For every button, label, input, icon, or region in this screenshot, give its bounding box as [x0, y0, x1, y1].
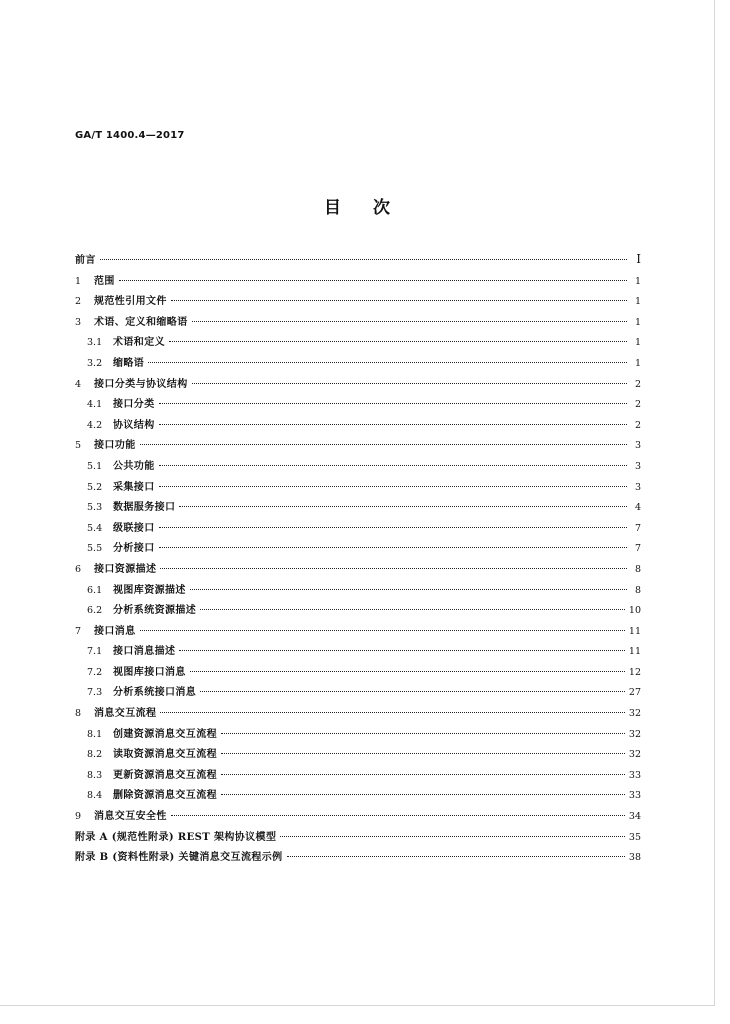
toc-entry-number: 3 [75, 316, 82, 328]
toc-entry-page: 1 [634, 275, 641, 287]
toc-entry-label: 接口消息 [94, 625, 136, 637]
toc-entry-page: 7 [634, 543, 641, 555]
toc-entry-label: 接口分类 [113, 399, 155, 411]
toc-entry[interactable] [75, 292, 641, 313]
toc-entry-page: 8 [634, 563, 641, 575]
toc-entry-page: 1 [634, 316, 641, 328]
toc-entry-number: 5.4 [87, 522, 103, 534]
toc-entry-label: 读取资源消息交互流程 [113, 749, 217, 761]
toc-entry-page: 1 [634, 337, 641, 349]
toc-entry-page: 33 [628, 769, 641, 781]
toc-entry-page: 7 [634, 522, 641, 534]
dot-leader [140, 630, 625, 631]
toc-entry-label: 规范性引用文件 [94, 296, 167, 308]
toc-entry-page: 35 [628, 831, 641, 843]
toc-entry-number: 6.2 [87, 605, 103, 617]
toc-entry-label: 分析系统资源描述 [113, 605, 197, 617]
document-id: GA/T 1400.4—2017 [75, 130, 185, 141]
dot-leader [221, 733, 625, 734]
toc-entry[interactable] [75, 786, 641, 807]
toc-entry-number: 4 [75, 378, 82, 390]
toc-entry[interactable] [75, 828, 641, 849]
toc-entry[interactable] [75, 663, 641, 684]
toc-entry-page: I [636, 252, 641, 266]
toc-entry-label: 术语、定义和缩略语 [94, 316, 188, 328]
toc-entry-label: 协议结构 [113, 419, 155, 431]
toc-entry[interactable] [75, 725, 641, 746]
toc-entry-number: 7.1 [87, 646, 103, 658]
toc-entry[interactable] [75, 683, 641, 704]
toc-entry-number: 5.5 [87, 543, 103, 555]
toc-entry-number: 5.1 [87, 460, 103, 472]
toc-entry-label: 前言 [75, 255, 96, 266]
dot-leader [171, 300, 627, 301]
toc-title: 目次 [324, 198, 422, 218]
toc-entry-number: 1 [75, 275, 82, 287]
toc-entry[interactable] [75, 416, 641, 437]
toc-entry-page: 10 [628, 605, 641, 617]
toc-entry-page: 32 [628, 749, 641, 761]
toc-entry-label: 消息交互流程 [94, 708, 157, 720]
toc-entry-label: 接口资源描述 [94, 563, 157, 575]
toc-entry-number: 8 [75, 708, 82, 720]
toc-entry-label: 分析接口 [113, 543, 155, 555]
dot-leader [179, 650, 625, 651]
dot-leader [192, 321, 627, 322]
toc-entry-number: 3.2 [87, 357, 103, 369]
toc-entry-number: 8.3 [87, 769, 103, 781]
toc-entry[interactable] [75, 457, 641, 478]
toc-entry-page: 11 [628, 625, 641, 637]
toc-entry-number: 6.1 [87, 584, 103, 596]
toc-entry-number: 7.2 [87, 666, 103, 678]
toc-entry-label: 分析系统接口消息 [113, 687, 197, 699]
toc-entry[interactable] [75, 333, 641, 354]
dot-leader [280, 836, 625, 837]
toc-entry[interactable] [75, 581, 641, 602]
toc-entry-label: 接口分类与协议结构 [94, 378, 188, 390]
dot-leader [171, 815, 625, 816]
dot-leader [140, 444, 627, 445]
toc-entry-label: 删除资源消息交互流程 [113, 790, 217, 802]
toc-entry[interactable] [75, 375, 641, 396]
dot-leader [159, 403, 627, 404]
toc-entry-number: 8.4 [87, 790, 103, 802]
toc-entry-page: 8 [634, 584, 641, 596]
toc-entry-number: 5.2 [87, 481, 103, 493]
toc-entry[interactable] [75, 251, 641, 272]
dot-leader [148, 362, 627, 363]
dot-leader [160, 568, 627, 569]
toc-entry-page: 3 [634, 440, 641, 452]
toc-entry-page: 38 [628, 852, 641, 864]
toc-entry[interactable] [75, 313, 641, 334]
toc-entry-number: 3.1 [87, 337, 103, 349]
toc-entry-page: 33 [628, 790, 641, 802]
dot-leader [200, 691, 625, 692]
toc-entry-label: 范围 [94, 275, 115, 287]
toc-entry[interactable] [75, 395, 641, 416]
toc-entry-page: 27 [628, 687, 641, 699]
toc-entry-page: 2 [634, 399, 641, 411]
toc-entry[interactable] [75, 766, 641, 787]
toc-entry[interactable] [75, 807, 641, 828]
toc-entry-page: 4 [634, 502, 641, 514]
toc-entry-label: 附录 B (资料性附录) 关键消息交互流程示例 [75, 852, 283, 864]
toc-entry[interactable] [75, 848, 641, 869]
toc-entry-number: 9 [75, 811, 82, 823]
dot-leader [221, 753, 625, 754]
toc-entry[interactable] [75, 272, 641, 293]
dot-leader [221, 794, 625, 795]
dot-leader [159, 465, 627, 466]
toc-entry-number: 5.3 [87, 502, 103, 514]
toc-entry-number: 8.2 [87, 749, 103, 761]
dot-leader [159, 424, 627, 425]
toc-entry-number: 4.2 [87, 419, 103, 431]
dot-leader [190, 589, 627, 590]
dot-leader [159, 486, 627, 487]
dot-leader [179, 506, 627, 507]
dot-leader [160, 712, 625, 713]
toc-entry-number: 8.1 [87, 728, 103, 740]
toc-entry-number: 2 [75, 296, 82, 308]
toc-entry-label: 视图库接口消息 [113, 666, 186, 678]
toc-entry-number: 7.3 [87, 687, 103, 699]
toc-entry[interactable] [75, 642, 641, 663]
toc-entry[interactable] [75, 478, 641, 499]
toc-entry-page: 3 [634, 460, 641, 472]
dot-leader [169, 341, 627, 342]
toc-entry[interactable] [75, 436, 641, 457]
dot-leader [200, 609, 625, 610]
toc-entry-page: 12 [628, 666, 641, 678]
toc-entry[interactable] [75, 745, 641, 766]
dot-leader [159, 527, 627, 528]
dot-leader [159, 547, 627, 548]
toc-entry-label: 级联接口 [113, 522, 155, 534]
toc-entry-label: 创建资源消息交互流程 [113, 728, 217, 740]
table-of-contents [75, 251, 641, 869]
toc-entry[interactable] [75, 704, 641, 725]
toc-entry-label: 缩略语 [113, 357, 145, 369]
dot-leader [119, 280, 627, 281]
toc-entry[interactable] [75, 498, 641, 519]
toc-entry-label: 公共功能 [113, 460, 155, 472]
toc-entry[interactable] [75, 354, 641, 375]
toc-entry-page: 3 [634, 481, 641, 493]
toc-entry-page: 32 [628, 728, 641, 740]
dot-leader [287, 856, 625, 857]
toc-entry-label: 接口消息描述 [113, 646, 176, 658]
dot-leader [192, 383, 627, 384]
toc-entry-page: 2 [634, 378, 641, 390]
toc-entry-label: 术语和定义 [113, 337, 165, 349]
dot-leader [221, 774, 625, 775]
toc-entry-page: 1 [634, 296, 641, 308]
toc-entry-label: 附录 A (规范性附录) REST 架构协议模型 [75, 831, 277, 843]
toc-entry-number: 7 [75, 625, 82, 637]
toc-entry[interactable] [75, 519, 641, 540]
toc-entry-number: 6 [75, 563, 82, 575]
toc-entry[interactable] [75, 539, 641, 560]
toc-entry-label: 数据服务接口 [113, 502, 176, 514]
toc-entry-page: 32 [628, 708, 641, 720]
dot-leader [100, 259, 627, 260]
toc-entry-page: 11 [628, 646, 641, 658]
toc-entry-label: 更新资源消息交互流程 [113, 769, 217, 781]
toc-entry[interactable] [75, 622, 641, 643]
toc-entry[interactable] [75, 560, 641, 581]
toc-entry-page: 34 [628, 811, 641, 823]
toc-entry-number: 5 [75, 440, 82, 452]
dot-leader [190, 671, 625, 672]
toc-entry-label: 采集接口 [113, 481, 155, 493]
toc-entry-number: 4.1 [87, 399, 103, 411]
toc-entry-label: 接口功能 [94, 440, 136, 452]
toc-entry-label: 消息交互安全性 [94, 811, 167, 823]
toc-entry-page: 1 [634, 357, 641, 369]
toc-entry-page: 2 [634, 419, 641, 431]
toc-entry-label: 视图库资源描述 [113, 584, 186, 596]
toc-entry[interactable] [75, 601, 641, 622]
